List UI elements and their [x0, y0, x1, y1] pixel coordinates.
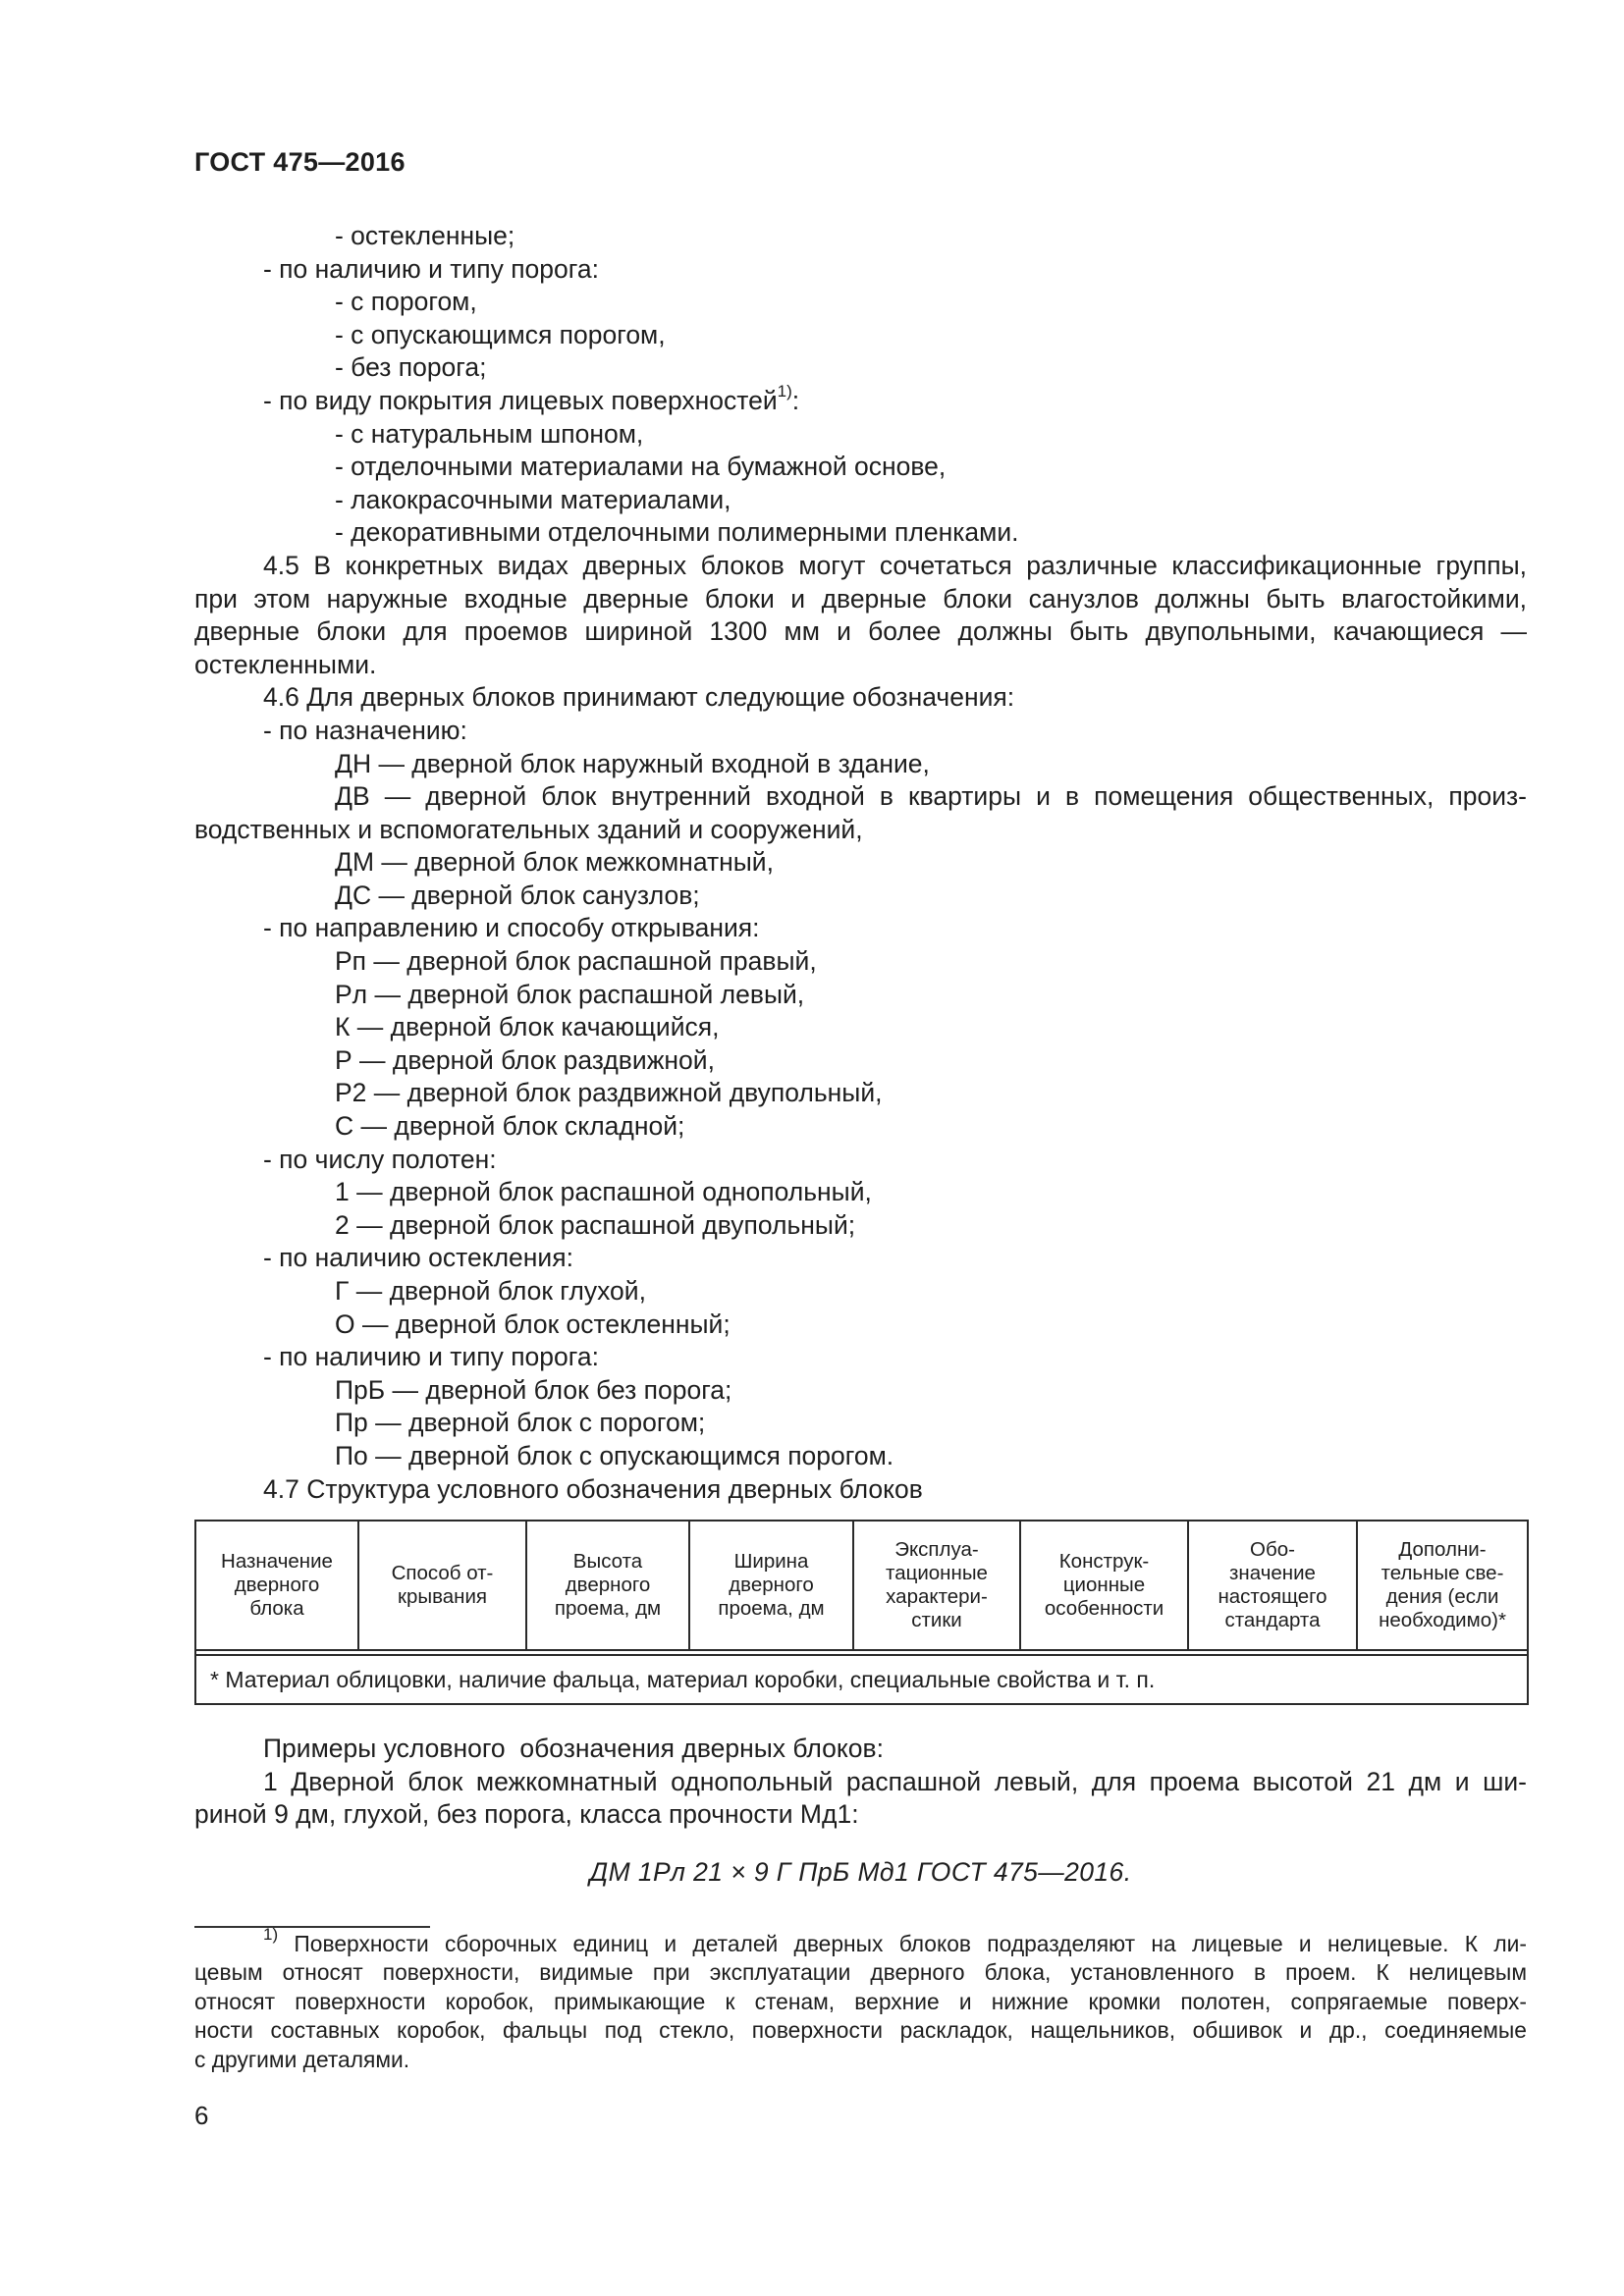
text-line-content: 1 — дверной блок распашной однопольный, — [335, 1177, 872, 1207]
example-1-line-1: 1 Дверной блок межкомнатный однопольный распашной левый, для проема высотой 21 дм и ши- — [263, 1766, 1527, 1796]
text-line-content: 2 — дверной блок распашной двупольный; — [335, 1209, 856, 1240]
cell-text: Дополни- — [1398, 1538, 1487, 1562]
text-line — [194, 1473, 1527, 1507]
table-header-cell — [1188, 1521, 1357, 1650]
cell-text: Ширина — [733, 1550, 809, 1574]
example-formula: ДМ 1Рл 21 × 9 Г ПрБ Мд1 ГОСТ 475—2016. — [589, 1856, 1132, 1887]
text-line — [194, 1308, 1527, 1342]
footnote-line: ности составных коробок, фальцы под стекло, поверхности раскладок, нащельников, обшивок и др., соединяемые — [194, 2017, 1527, 2044]
text-line — [194, 1011, 1527, 1044]
text-line — [194, 583, 1527, 616]
cell-text: ционные — [1062, 1574, 1146, 1597]
text-line-content: - с натуральным шпоном, — [335, 418, 644, 449]
text-line — [194, 748, 1527, 781]
text-line-content: ДМ — дверной блок межкомнатный, — [335, 847, 774, 878]
text-line-content: - по наличию и типу порога: — [263, 1342, 599, 1372]
text-line-content: - по направлению и способу открывания: — [263, 913, 760, 943]
footnote-line: относят поверхности коробок, примыкающие к стенам, верхние и нижние кромки полотен, сопрягаемые поверх- — [194, 1988, 1527, 2014]
cell-text: Высота — [572, 1550, 643, 1574]
text-line — [194, 1044, 1527, 1078]
cell-text: проема, дм — [554, 1597, 662, 1621]
cell-text: блока — [249, 1597, 304, 1621]
text-line-content: 4.5 В конкретных видах дверных блоков могут сочетаться различные классификационные группы, — [263, 550, 1527, 580]
text-line — [194, 1209, 1527, 1243]
text-line-content: - по наличию остекления: — [263, 1243, 573, 1273]
text-line — [194, 1374, 1527, 1408]
footnote-line: цевым относят поверхности, видимые при эксплуатации дверного блока, установленного в проем. К нелицевым — [194, 1959, 1527, 1986]
cell-text: крывания — [397, 1585, 488, 1609]
table-header-cell — [1357, 1521, 1528, 1650]
text-line — [194, 1275, 1527, 1308]
table-note: * Материал облицовки, наличие фальца, материал коробки, специальные свойства и т. п. — [195, 1655, 1528, 1704]
text-line-content: - отделочными материалами на бумажной основе, — [335, 452, 947, 482]
text-line-content: при этом наружные входные дверные блоки и дверные блоки санузлов должны быть влагостойкими, — [194, 583, 1527, 614]
text-line-content: Пр — дверной блок с порогом; — [335, 1408, 706, 1438]
footnote-reference: 1) — [777, 382, 792, 401]
cell-text: дверного — [729, 1574, 814, 1597]
table-header-cell — [358, 1521, 526, 1650]
text-line — [194, 319, 1527, 352]
text-line — [194, 912, 1527, 945]
text-line — [194, 220, 1527, 253]
text-line-content: - по наличию и типу порога: — [263, 253, 599, 284]
text-line-content: - по числу полотен: — [263, 1144, 497, 1174]
text-line — [194, 253, 1527, 287]
text-line — [194, 1341, 1527, 1374]
text-line — [194, 418, 1527, 452]
designation-structure-table — [194, 1520, 1529, 1705]
text-line — [194, 780, 1527, 814]
table-header-row — [195, 1521, 1528, 1650]
cell-text: Конструк- — [1058, 1550, 1150, 1574]
text-line — [194, 286, 1527, 319]
text-line — [194, 880, 1527, 913]
text-line-content: Г — дверной блок глухой, — [335, 1276, 646, 1306]
cell-text: стики — [911, 1609, 962, 1632]
text-line — [194, 615, 1527, 649]
text-line-content: - по назначению: — [263, 715, 467, 745]
footnote-marker: 1) — [263, 1925, 279, 1945]
text-line-content: ПрБ — дверной блок без порога; — [335, 1374, 732, 1405]
text-line — [194, 451, 1527, 484]
document-header: ГОСТ 475—2016 — [194, 147, 406, 177]
text-line — [194, 1440, 1527, 1473]
text-line — [194, 1407, 1527, 1440]
cell-text: настоящего — [1218, 1585, 1327, 1609]
text-line-suffix: : — [791, 385, 800, 415]
footnote-line: с другими деталями. — [194, 2046, 410, 2072]
cell-text: необходимо)* — [1379, 1609, 1506, 1632]
text-line-content: - с порогом, — [335, 287, 477, 317]
example-1-line-2: риной 9 дм, глухой, без порога, класса прочности Мд1: — [194, 1799, 859, 1830]
text-line-content: С — дверной блок складной; — [335, 1111, 685, 1142]
text-line — [194, 715, 1527, 748]
text-line — [194, 681, 1527, 715]
text-line — [194, 814, 1527, 847]
text-line-content: К — дверной блок качающийся, — [335, 1012, 720, 1042]
cell-text: значение — [1229, 1562, 1316, 1585]
cell-text: тельные све- — [1380, 1562, 1504, 1585]
table-header-cell — [689, 1521, 853, 1650]
cell-text: проема, дм — [718, 1597, 825, 1621]
text-line — [194, 1110, 1527, 1144]
text-line-content: дверные блоки для проемов шириной 1300 мм и более должны быть двупольными, качающиеся — — [194, 616, 1527, 647]
cell-text: дверного — [565, 1574, 651, 1597]
text-line — [194, 846, 1527, 880]
text-line-content: - по виду покрытия лицевых поверхностей — [263, 385, 778, 415]
table-header-cell — [853, 1521, 1020, 1650]
text-line-content: - декоративными отделочными полимерными пленками. — [335, 517, 1019, 548]
table-header-cell — [1020, 1521, 1188, 1650]
cell-text: особенности — [1044, 1597, 1164, 1621]
footnote-line-1: Поверхности сборочных единиц и деталей дверных блоков подразделяют на лицевые и нелицевые. К ли- — [278, 1931, 1527, 1956]
text-line-content: - с опускающимся порогом, — [335, 319, 666, 349]
cell-text: Назначение — [221, 1550, 333, 1574]
text-line-content: ДН — дверной блок наружный входной в здание, — [335, 748, 930, 778]
footnote-body — [194, 1958, 1527, 2074]
text-line — [194, 1242, 1527, 1275]
text-line — [194, 649, 1527, 682]
cell-text: стандарта — [1224, 1609, 1321, 1632]
text-line-content: - лакокрасочными материалами, — [335, 484, 731, 514]
classification-text — [194, 220, 1527, 1506]
cell-text: характери- — [886, 1585, 988, 1609]
cell-text: Эксплуа- — [894, 1538, 979, 1562]
text-line-content: остекленными. — [194, 649, 377, 679]
cell-text: тационные — [886, 1562, 988, 1585]
text-line-content: 4.7 Структура условного обозначения дверных блоков — [263, 1473, 923, 1504]
text-line-content: водственных и вспомогательных зданий и сооружений, — [194, 814, 863, 844]
text-line-content: 4.6 Для дверных блоков принимают следующие обозначения: — [263, 682, 1015, 713]
text-line — [194, 550, 1527, 583]
text-line — [194, 945, 1527, 979]
examples-section — [194, 1733, 1527, 1889]
text-line-content: - без порога; — [335, 352, 487, 383]
text-line — [194, 1077, 1527, 1110]
text-line — [194, 979, 1527, 1012]
text-line — [194, 484, 1527, 517]
page-number: 6 — [194, 2101, 209, 2130]
text-line-content: Р — дверной блок раздвижной, — [335, 1044, 715, 1075]
text-line — [194, 516, 1527, 550]
text-line — [194, 1176, 1527, 1209]
text-line-content: ДС — дверной блок санузлов; — [335, 880, 700, 910]
cell-text: Способ от- — [391, 1562, 494, 1585]
text-line — [194, 351, 1527, 385]
text-line-content: ДВ — дверной блок внутренний входной в квартиры и в помещения общественных, произ- — [335, 781, 1527, 812]
table-header-cell — [195, 1521, 358, 1650]
text-line-content: По — дверной блок с опускающимся порогом. — [335, 1440, 894, 1470]
footnote — [194, 1925, 1527, 2074]
text-line-content: Р2 — дверной блок раздвижной двупольный, — [335, 1078, 883, 1108]
cell-text: дверного — [234, 1574, 320, 1597]
cell-text: Обо- — [1250, 1538, 1295, 1562]
cell-text: дения (если — [1385, 1585, 1499, 1609]
table-header-cell — [526, 1521, 689, 1650]
examples-heading: Примеры условного обозначения дверных блоков: — [263, 1734, 884, 1764]
text-line-content: О — дверной блок остекленный; — [335, 1308, 731, 1339]
text-line-content: Рп — дверной блок распашной правый, — [335, 946, 817, 977]
text-line — [194, 1144, 1527, 1177]
text-line-content: - остекленные; — [335, 221, 515, 250]
text-line — [194, 382, 1527, 418]
footnote-rule — [194, 1926, 430, 1928]
main-content — [194, 220, 1527, 1889]
text-line-content: Рл — дверной блок распашной левый, — [335, 979, 805, 1009]
